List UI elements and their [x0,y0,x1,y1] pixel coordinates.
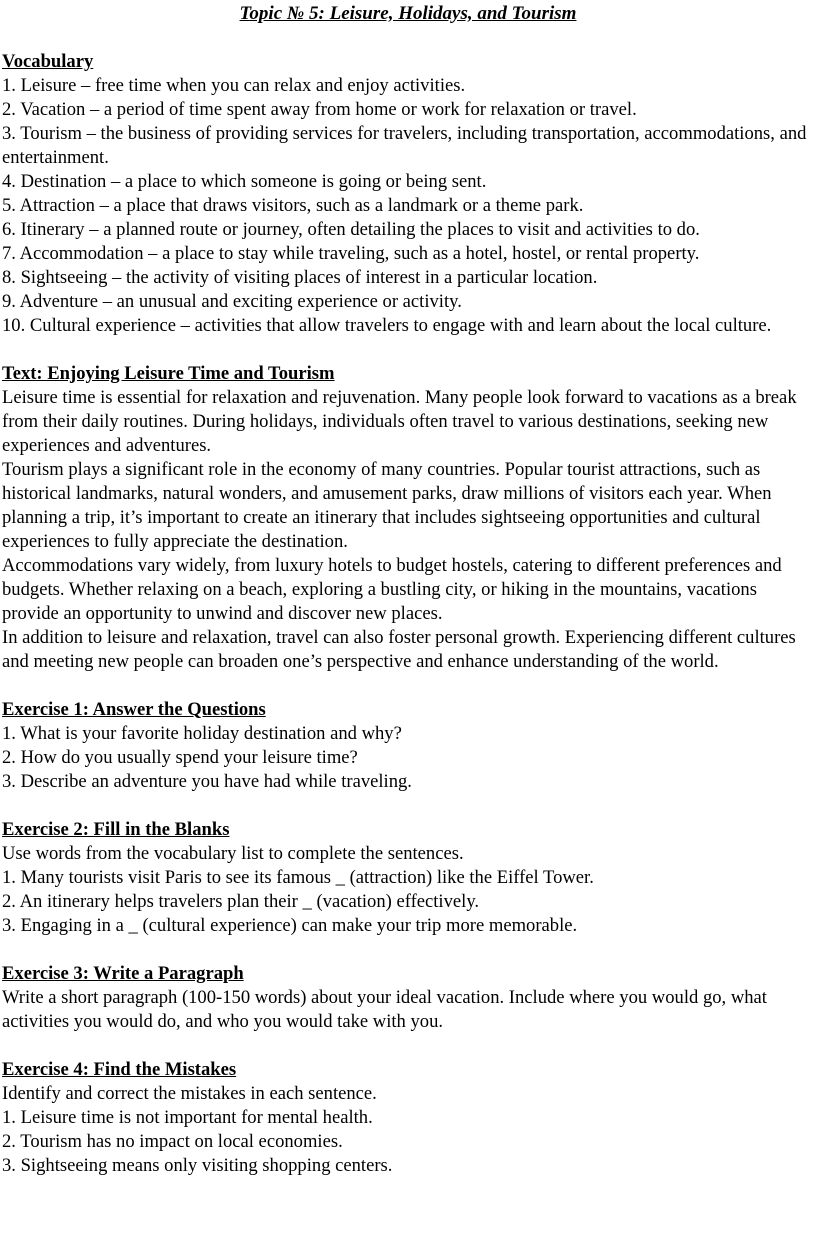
vocabulary-section [2,50,814,338]
exercise-3-heading: Exercise 3: Write a Paragraph [2,963,244,984]
exercise-1-question: 2. How do you usually spend your leisure time? [2,747,358,768]
vocabulary-item: 6. Itinerary – a planned route or journey, often detailing the places to visit and activities to do. [2,219,700,240]
exercise-2-section [2,818,814,938]
text-paragraph: Leisure time is essential for relaxation and rejuvenation. Many people look forward to vacations as a break from their daily routines. During holidays, individuals often travel to various destinations, seeking new experiences and adventures. [2,387,802,456]
vocabulary-item: 7. Accommodation – a place to stay while traveling, such as a hotel, hostel, or rental property. [2,243,700,264]
vocabulary-heading: Vocabulary [2,51,94,72]
vocabulary-item: 2. Vacation – a period of time spent away from home or work for relaxation or travel. [2,99,637,120]
document-page [2,0,814,1178]
vocabulary-item: 1. Leisure – free time when you can relax and enjoy activities. [2,75,466,96]
exercise-1-heading: Exercise 1: Answer the Questions [2,699,266,720]
exercise-1-section [2,698,814,794]
exercise-4-sentence: 1. Leisure time is not important for mental health. [2,1107,373,1128]
vocabulary-item: 3. Tourism – the business of providing services for travelers, including transportation, accommodations, and entertainment. [2,123,812,168]
exercise-3-section [2,962,814,1034]
exercise-3-instruction: Write a short paragraph (100-150 words) about your ideal vacation. Include where you would go, what activities you would do, and who you would take with you. [2,987,772,1032]
reading-text-section [2,362,814,674]
vocabulary-item: 9. Adventure – an unusual and exciting experience or activity. [2,291,462,312]
reading-text-heading: Text: Enjoying Leisure Time and Tourism [2,363,335,384]
exercise-4-instruction: Identify and correct the mistakes in each sentence. [2,1083,377,1104]
exercise-4-heading: Exercise 4: Find the Mistakes [2,1059,237,1080]
text-paragraph: In addition to leisure and relaxation, travel can also foster personal growth. Experiencing different cultures and meeting new people can broaden one’s perspective and enhance understanding of the world. [2,627,801,672]
exercise-2-sentence: 1. Many tourists visit Paris to see its famous _ (attraction) like the Eiffel Tower. [2,867,594,888]
exercise-1-question: 3. Describe an adventure you have had while traveling. [2,771,412,792]
exercise-2-sentence: 3. Engaging in a _ (cultural experience) can make your trip more memorable. [2,915,578,936]
vocabulary-item: 8. Sightseeing – the activity of visiting places of interest in a particular location. [2,267,598,288]
exercise-2-instruction: Use words from the vocabulary list to complete the sentences. [2,843,464,864]
vocabulary-item: 10. Cultural experience – activities that allow travelers to engage with and learn about the local culture. [2,315,772,336]
vocabulary-item: 5. Attraction – a place that draws visitors, such as a landmark or a theme park. [2,195,584,216]
text-paragraph: Accommodations vary widely, from luxury hotels to budget hostels, catering to different preferences and budgets. Whether relaxing on a beach, exploring a bustling city, or hiking in the mountains, vacations provide an opportunity to unwind and discover new places. [2,555,787,624]
exercise-2-sentence: 2. An itinerary helps travelers plan their _ (vacation) effectively. [2,891,480,912]
exercise-1-question: 1. What is your favorite holiday destination and why? [2,723,402,744]
page-title: Topic № 5: Leisure, Holidays, and Tourism [239,3,577,24]
text-paragraph: Tourism plays a significant role in the economy of many countries. Popular tourist attractions, such as historical landmarks, natural wonders, and amusement parks, draw millions of visitors each year. When planning a trip, it’s important to create an itinerary that includes sightseeing opportunities and cultural experiences to fully appreciate the destination. [2,459,777,552]
exercise-2-heading: Exercise 2: Fill in the Blanks [2,819,230,840]
exercise-4-sentence: 3. Sightseeing means only visiting shopping centers. [2,1155,393,1176]
exercise-4-section [2,1058,814,1178]
vocabulary-item: 4. Destination – a place to which someone is going or being sent. [2,171,487,192]
exercise-4-sentence: 2. Tourism has no impact on local economies. [2,1131,343,1152]
